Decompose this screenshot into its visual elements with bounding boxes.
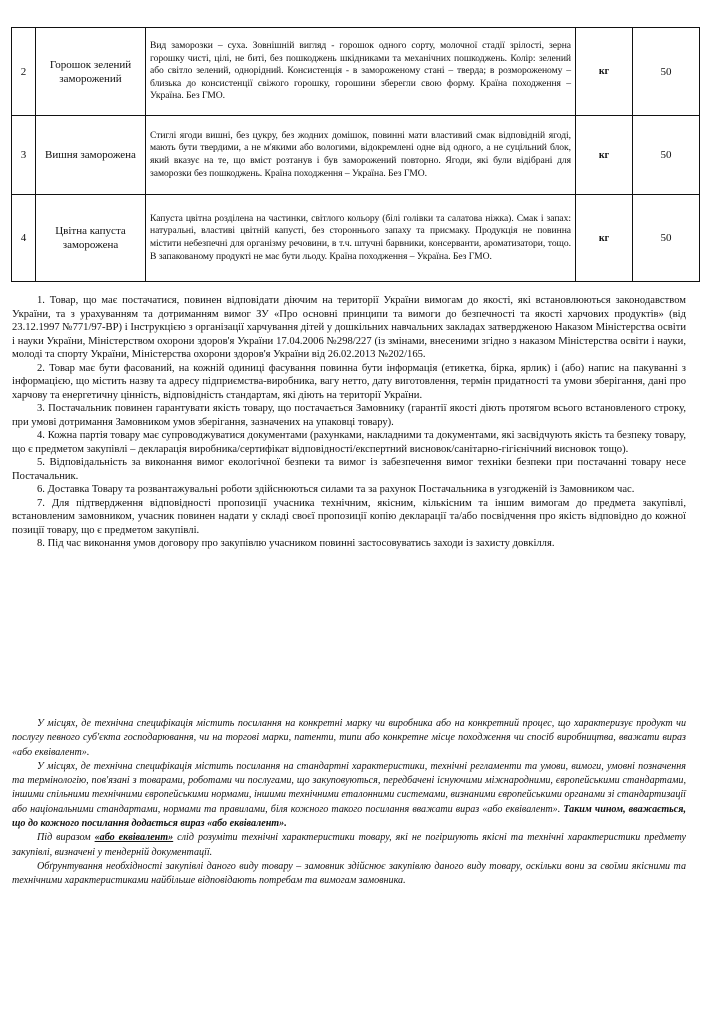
product-description: Вид заморозки – суха. Зовнішній вигляд - горошок одного сорту, молочної стадії зрілості, зерна горошку чисті, цілі, не биті, без пошкоджень шкідниками та механічних пошкоджень. Колір: зелений або світло зелений, однорідний. Консистенція - в замороженому стані – тверда; в розмороженому – близька до консистенції свіжого горошку, горошини зберегли свою форму. Країна походження – Україна. Без ГМО. (146, 28, 576, 116)
row-number: 2 (12, 28, 36, 116)
note-trademark: У місцях, де технічна специфікація містить посилання на конкретні марку чи виробника або на конкретний процес, що характеризує продукт чи послугу певного суб'єкта господарювання, чи на торгові марки, патенти, типи або конкретне місце походження чи спосіб виробництва, вважати вираз «або еквівалент». (12, 718, 686, 758)
product-name: Вишня заморожена (36, 116, 146, 195)
note-justification: Обґрунтування необхідності закупівлі даного виду товару – замовник здійснює закупівлю даного виду товару, оскільки вони за своїми якісними та технічними характеристиками найбільше відповідають потребам та вимогам замовника. (12, 860, 686, 887)
note-definition (12, 831, 686, 860)
note-standards (12, 760, 686, 831)
table-row (12, 116, 700, 195)
requirement-item: 2. Товар має бути фасований, на кожній одиниці фасування повинна бути інформація (етикетка, бірка, ярлик) і (або) напис на пакуванні з інформацією, що містить назву та адресу підприємства-виробника, вагу нетто, дату виготовлення, термін придатності та умови зберігання, дані про харчову та енергетичну цінність, відповідність стандартам, які діють на території України. (12, 362, 686, 401)
equivalent-notes (12, 717, 686, 889)
requirement-item: 5. Відповідальність за виконання вимог екологічної безпеки та вимог із забезпечення вимог техніки безпеки при постачанні товару несе Постачальник. (12, 457, 686, 482)
specification-table (11, 27, 700, 282)
row-number: 3 (12, 116, 36, 195)
table-row (12, 195, 700, 282)
unit-of-measure: кг (576, 28, 633, 116)
requirement-item: 8. Під час виконання умов договору про закупівлю учасником повинні застосовуватись заходи із захисту довкілля. (37, 538, 555, 549)
product-description: Стиглі ягоди вишні, без цукру, без жодних домішок, повинні мати властивий смак відповідній ягоді, мають бути твердими, а не м'якими або вологими, відокремлені одне від одного, а не суцільний блок, який вказує на те, що вміст розтанув і був заморожений повторно. Ягоди, які були відібрані для заморозки без пошкоджень. Країна походження – Україна. Без ГМО. (146, 116, 576, 195)
table-row (12, 28, 700, 116)
note-standards-text: У місцях, де технічна специфікація містить посилання на стандартні характеристики, технічні регламенти та умови, вимоги, умовні позначення та термінологію, пов'язані з товарами, роботами чи послугами, що закуповуються, передбачені існуючими міжнародними, європейськими стандартами, іншими спільними технічними європейськими нормами, іншими технічними еталонними системами, визнаними європейськими органами зі стандартизації або національними стандартами, нормами та правилами, біля кожного такого посилання вважати вираз «або еквівалент». (12, 760, 686, 815)
note-definition-lead: Під виразом (37, 832, 91, 844)
quantity: 50 (633, 116, 700, 195)
product-name: Цвітна капуста заморожена (36, 195, 146, 282)
requirement-item: 1. Товар, що має постачатися, повинен відповідати діючим на території України вимогам до якості, які встановлюються законодавством України, та з урахуванням та дотриманням вимог ЗУ «Про основні принципи та вимоги до безпечності та якості харчових продуктів» (від 23.12.1997 №771/97-ВР) і Інструкцією з організації харчування дітей у дошкільних навчальних закладах затвердженою Наказом Міністерства освіти і науки України, Міністерством охорони здоров'я України 17.04.2006 №298/227 (із змінами, внесеними згідно з наказом Міністерства освіти і науки, молоді та спорту України, Міністерства охорони здоров'я України від 26.02.2013 №202/165. (12, 295, 686, 360)
unit-of-measure: кг (576, 195, 633, 282)
product-name: Горошок зелений заморожений (36, 28, 146, 116)
quantity: 50 (633, 28, 700, 116)
row-number: 4 (12, 195, 36, 282)
product-description: Капуста цвітна розділена на частинки, світлого кольору (білі голівки та салатова ніжка). Смак і запах: натуральні, властиві цвітній капусті, без стороннього запаху та присмаку. Продукція не повинна містити небезпечні для організму речовини, в т.ч. штучні барвники, консерванти, ароматизатори, тощо. В запакованому продукті не має бути льоду. Країна походження – Україна. Без ГМО. (146, 195, 576, 282)
note-standards-bold: Таким чином, вважається, що до кожного посилання додається вираз «або еквівалент». (12, 803, 686, 830)
note-definition-term: «або еквівалент» (94, 832, 174, 844)
note-definition-text: слід розуміти технічні характеристики товару, які не погіршують якісні та технічні характеристики предмету закупівлі, визначені у тендерній документації. (12, 832, 686, 858)
quantity: 50 (633, 195, 700, 282)
requirement-item: 3. Постачальник повинен гарантувати якість товару, що постачається Замовнику (гарантії якості діють протягом всього встановленого строку, при умові дотримання Замовником умов зберігання, зазначених на упаковці товару). (12, 403, 686, 428)
requirement-item: 4. Кожна партія товару має супроводжуватися документами (рахунками, накладними та документами, які засвідчують якість та безпеку товару, що є предметом закупівлі – декларація виробника/сертифікат відповідності/експертний висновок/санітарно-гігієнічний висновок тощо). (12, 430, 686, 455)
requirements-list (12, 294, 686, 551)
unit-of-measure: кг (576, 116, 633, 195)
requirement-item: 6. Доставка Товару та розвантажувальні роботи здійснюються силами та за рахунок Постачальника в узгодженій із Замовником час. (37, 484, 635, 495)
requirement-item: 7. Для підтвердження відповідності пропозиції учасника технічним, якісним, кількісним та іншим вимогам до предмета закупівлі, встановленим замовником, учасник повинен надати у складі своєї пропозиції копію декларації та/або посвідчення про якість відповідно до кожної позиції товару, що є предметом закупівлі. (12, 497, 686, 536)
